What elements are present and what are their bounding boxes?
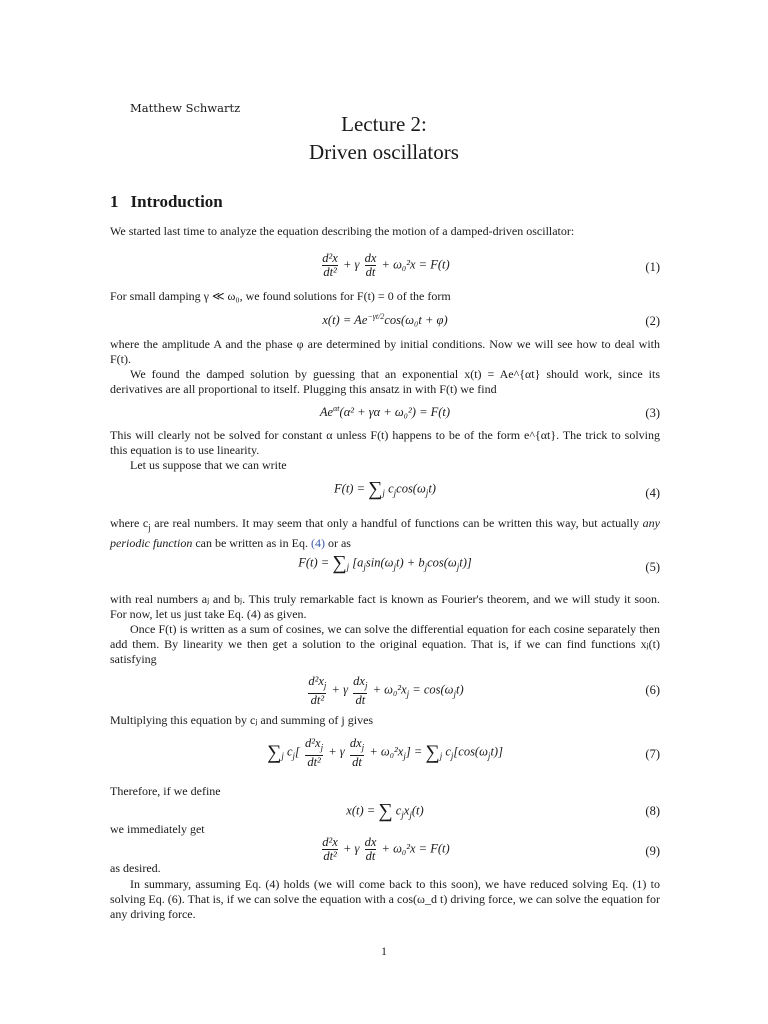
section-heading [110, 192, 223, 212]
equation-4: $F(t) = \sum_j$ $c_j\cos(\omega_jt)$ (4) [334, 478, 660, 500]
equation-3: $Ae^{\alpha t}(\alpha^2 + \gamma\alpha + \omega_0^2) = F(t)$ (3) [319, 404, 660, 420]
title-line-1: Lecture 2: [341, 112, 427, 136]
section-number: 1 [110, 192, 119, 211]
eq-ref[interactable]: (4) [310, 535, 325, 550]
equation-number: (7) [645, 747, 660, 761]
paragraph: Therefore, if we define [110, 784, 221, 798]
page-number: 1 [381, 946, 387, 958]
section-title: Introduction [130, 192, 223, 211]
paragraph: For small damping γ ≪ ω₀, we found solutions for F(t) = 0 of the form [110, 289, 451, 303]
equation-2: $x(t) = Ae^{-\gamma t/2}\cos(\omega_0t + \varphi)$ (2) [322, 312, 660, 328]
equation-number: (2) [645, 314, 660, 328]
author-name: Matthew Schwartz [130, 101, 241, 115]
equation-5: $F(t) = \sum_j$ $[a_j\sin(\omega_jt) + b_j\cos(\omega_jt)]$ (5) [298, 552, 660, 574]
paragraph: Once F(t) is written as a sum of cosines, we can solve the differential equation for each cosine separately then add them. By linearity we then get a solution to the original equation. That is, if we can find functions xⱼ(t) satisfying [110, 622, 660, 667]
lecture-title [0, 110, 768, 166]
paragraph: In summary, assuming Eq. (4) holds (we will come back to this soon), we have reduced solving Eq. (1) to solving Eq. (6). That is, if we can solve the equation with a cos(ω_d t) driving force, we can solve the equation for any driving force. [110, 877, 660, 922]
paragraph: where $c_j$ are real numbers. It may seem that only a handful of functions can be written this way, but actually any periodic function can be written as in Eq. (4) or as [110, 516, 660, 550]
paragraph: We started last time to analyze the equation describing the motion of a damped-driven oscillator: [110, 224, 575, 238]
paragraph: Multiplying this equation by cⱼ and summing of j gives [110, 713, 374, 727]
paragraph: We found the damped solution by guessing that an exponential x(t) = Ae^{αt} should work, since its derivatives are all proportional to itself. Plugging this ansatz in with F(t) we find [110, 367, 660, 397]
paragraph: Let us suppose that we can write [130, 458, 287, 472]
paragraph: with real numbers aⱼ and bⱼ. This truly remarkable fact is known as Fourier's theorem, and we will study it soon. For now, let us just take Eq. (4) as given. [110, 592, 660, 622]
paragraph: This will clearly not be solved for constant α unless F(t) happens to be of the form e^{αt}. The trick to solving this equation is to use linearity. [110, 428, 660, 458]
equation-number: (6) [645, 683, 660, 697]
paragraph: we immediately get [110, 822, 205, 836]
equation-number: (4) [645, 486, 660, 500]
paragraph: where the amplitude A and the phase φ are determined by initial conditions. Now we will see how to deal with F(t). [110, 337, 660, 367]
paragraph: as desired. [110, 861, 161, 875]
equation-number: (5) [645, 560, 660, 574]
equation-9: $\frac{\text{d²x}}{\text{dt²}}$ + γ $\frac{dx}{dt}$ + ω₀²x = F(t) (9) [322, 835, 660, 863]
equation-number: (1) [645, 260, 660, 274]
equation-number: (9) [645, 844, 660, 858]
equation-number: (8) [645, 804, 660, 818]
equation-7: $\sum_j$ $c_j$[ $\frac{d^2x_j}{\text{dt²}}$ + γ $\frac{dx_j}{dt}$ + $\omega_0^2x_j] = \sum_j$ $c_j[\cos(\omega_jt)]$ (7) [267, 736, 660, 769]
equation-6: $\frac{d^2x_j}{\text{dt²}}$ + γ $\frac{dx_j}{dt}$ + $\omega_0^2x_j = \cos(\omega_jt)$ (6) [308, 674, 660, 707]
equation-number: (3) [645, 406, 660, 420]
title-line-2: Driven oscillators [309, 140, 459, 164]
equation-1: $\frac{\text{d²x}}{\text{dt²}}$ + γ $\frac{dx}{dt}$ + ω₀²x = F(t) (1) [322, 251, 660, 279]
equation-8: x(t) = ∑ $c_jx_j(t)$ (8) [346, 800, 660, 822]
